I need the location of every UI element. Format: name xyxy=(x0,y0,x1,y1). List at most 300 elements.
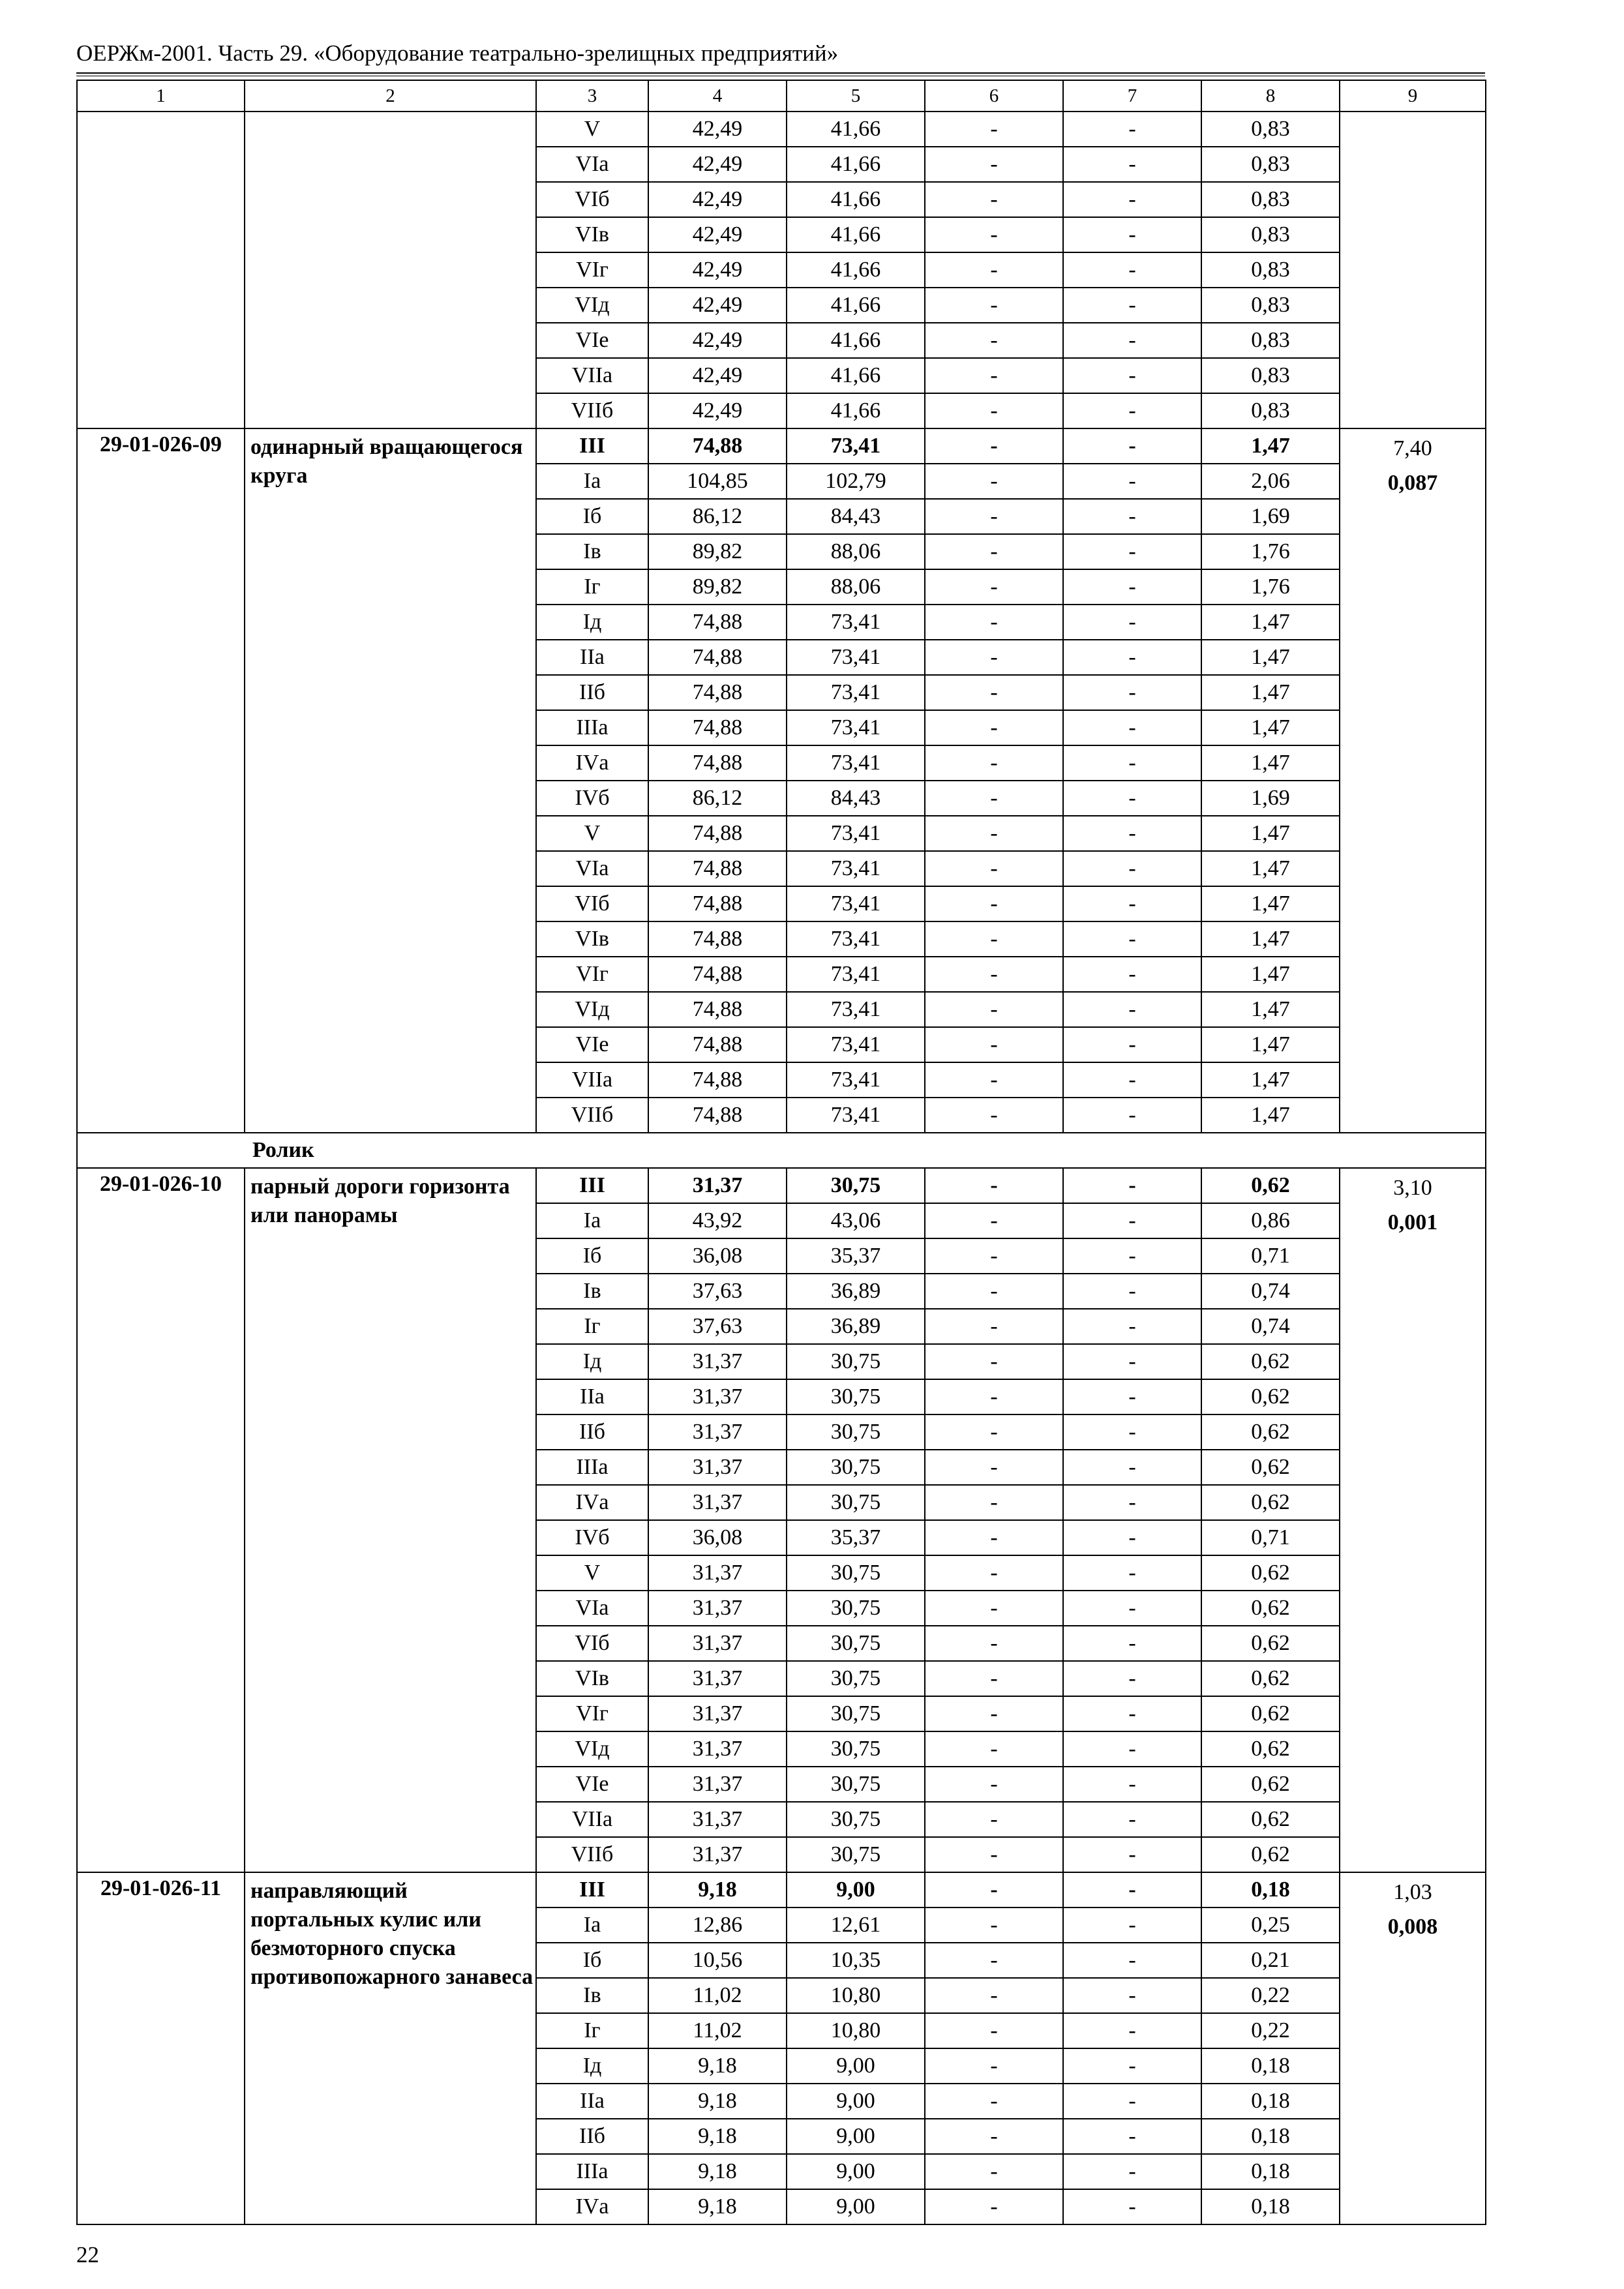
value-cell: 36,89 xyxy=(787,1309,925,1344)
value-cell: - xyxy=(1063,464,1201,499)
value-cell: - xyxy=(1063,1344,1201,1379)
zone-cell: Iг xyxy=(536,2013,648,2048)
value-cell: 73,41 xyxy=(787,428,925,464)
value-cell: 0,18 xyxy=(1201,2189,1340,2224)
value-cell: - xyxy=(1063,992,1201,1027)
value-cell: 37,63 xyxy=(648,1274,787,1309)
value-cell: 30,75 xyxy=(787,1626,925,1661)
value-cell: - xyxy=(925,1802,1063,1837)
value-cell: 73,41 xyxy=(787,1062,925,1098)
value-cell: - xyxy=(1063,358,1201,393)
zone-cell: Iг xyxy=(536,1309,648,1344)
value-cell: - xyxy=(925,2013,1063,2048)
value-cell: - xyxy=(1063,2013,1201,2048)
value-cell: 0,83 xyxy=(1201,217,1340,252)
value-cell: - xyxy=(925,1238,1063,1274)
zone-cell: VIб xyxy=(536,886,648,921)
zone-cell: VIв xyxy=(536,921,648,957)
value-cell: 0,62 xyxy=(1201,1591,1340,1626)
value-cell: - xyxy=(925,2048,1063,2084)
value-cell: - xyxy=(925,1450,1063,1485)
value-cell: - xyxy=(925,2154,1063,2189)
value-cell: 42,49 xyxy=(648,393,787,428)
value-cell: 30,75 xyxy=(787,1731,925,1767)
value-cell: - xyxy=(1063,1168,1201,1203)
column-number: 2 xyxy=(245,80,536,112)
value-cell: 31,37 xyxy=(648,1168,787,1203)
page-number: 22 xyxy=(76,2242,99,2267)
section-title: Ролик xyxy=(252,1138,314,1162)
value-cell: 31,37 xyxy=(648,1591,787,1626)
value-cell: - xyxy=(925,1696,1063,1731)
value-cell: 73,41 xyxy=(787,816,925,851)
value-cell: 0,83 xyxy=(1201,182,1340,217)
value-cell: 73,41 xyxy=(787,1098,925,1133)
value-cell: 0,86 xyxy=(1201,1203,1340,1238)
value-cell: - xyxy=(925,1872,1063,1908)
value-cell: 41,66 xyxy=(787,217,925,252)
column-number: 8 xyxy=(1201,80,1340,112)
value-cell: - xyxy=(1063,1062,1201,1098)
value-cell: 1,47 xyxy=(1201,745,1340,781)
column-number: 5 xyxy=(787,80,925,112)
value-cell: 73,41 xyxy=(787,710,925,745)
value-cell: 0,62 xyxy=(1201,1837,1340,1872)
value-cell: - xyxy=(925,1661,1063,1696)
value-cell: 1,47 xyxy=(1201,605,1340,640)
value-cell: - xyxy=(1063,1274,1201,1309)
value-cell: - xyxy=(1063,781,1201,816)
value-cell: 11,02 xyxy=(648,1978,787,2013)
value-cell: 11,02 xyxy=(648,2013,787,2048)
value-cell: - xyxy=(925,816,1063,851)
value-cell: 30,75 xyxy=(787,1837,925,1872)
value-cell: 74,88 xyxy=(648,816,787,851)
value-cell: - xyxy=(925,569,1063,605)
zone-cell: VIIа xyxy=(536,358,648,393)
item-description: одинарный вращающегося круга xyxy=(245,428,536,1133)
value-cell: 36,89 xyxy=(787,1274,925,1309)
zone-cell: IVа xyxy=(536,1485,648,1520)
description-cell xyxy=(245,112,536,428)
value-cell: 0,74 xyxy=(1201,1309,1340,1344)
value-cell: 73,41 xyxy=(787,957,925,992)
value-cell: 42,49 xyxy=(648,323,787,358)
value-cell: 31,37 xyxy=(648,1450,787,1485)
value-cell: - xyxy=(1063,112,1201,147)
value-cell: - xyxy=(1063,323,1201,358)
value-cell: - xyxy=(925,1626,1063,1661)
value-cell: - xyxy=(925,1027,1063,1062)
zone-cell: IIа xyxy=(536,1379,648,1414)
value-cell: 30,75 xyxy=(787,1485,925,1520)
value-cell: 102,79 xyxy=(787,464,925,499)
zone-cell: VIг xyxy=(536,252,648,288)
value-cell: - xyxy=(925,1344,1063,1379)
value-cell: 41,66 xyxy=(787,323,925,358)
value-cell: 0,25 xyxy=(1201,1908,1340,1943)
value-cell: 0,62 xyxy=(1201,1555,1340,1591)
value-cell: - xyxy=(1063,957,1201,992)
value-cell: - xyxy=(1063,1027,1201,1062)
value-cell: - xyxy=(925,957,1063,992)
zone-cell: IVб xyxy=(536,781,648,816)
value-cell: - xyxy=(1063,1943,1201,1978)
value-cell: - xyxy=(925,2119,1063,2154)
value-cell: - xyxy=(1063,1238,1201,1274)
value-cell: 0,18 xyxy=(1201,2119,1340,2154)
value-cell: - xyxy=(925,605,1063,640)
value-cell: - xyxy=(1063,1309,1201,1344)
zone-cell: Iа xyxy=(536,1908,648,1943)
value-cell: 84,43 xyxy=(787,499,925,534)
value-cell: 0,83 xyxy=(1201,288,1340,323)
value-cell: 31,37 xyxy=(648,1379,787,1414)
value-cell: - xyxy=(1063,921,1201,957)
zone-cell: V xyxy=(536,112,648,147)
value-cell: 1,47 xyxy=(1201,851,1340,886)
value-cell: - xyxy=(925,112,1063,147)
value-cell: 74,88 xyxy=(648,957,787,992)
value-cell: - xyxy=(1063,1626,1201,1661)
value-cell: - xyxy=(925,1731,1063,1767)
value-cell: - xyxy=(1063,1555,1201,1591)
value-cell: 30,75 xyxy=(787,1414,925,1450)
value-cell: - xyxy=(925,1978,1063,2013)
value-cell: 31,37 xyxy=(648,1837,787,1872)
value-cell: - xyxy=(925,534,1063,569)
value-cell: 89,82 xyxy=(648,569,787,605)
column-number: 1 xyxy=(77,80,245,112)
value-cell: 84,43 xyxy=(787,781,925,816)
value-cell: - xyxy=(925,428,1063,464)
zone-cell: Iа xyxy=(536,464,648,499)
value-cell: - xyxy=(925,1908,1063,1943)
value-cell: 10,56 xyxy=(648,1943,787,1978)
zone-cell: Iв xyxy=(536,534,648,569)
zone-cell: VIг xyxy=(536,1696,648,1731)
value-cell: 88,06 xyxy=(787,534,925,569)
value-cell: 9,18 xyxy=(648,2189,787,2224)
value-cell: - xyxy=(925,992,1063,1027)
value-cell: 35,37 xyxy=(787,1238,925,1274)
value-cell: 9,00 xyxy=(787,2084,925,2119)
value-cell: - xyxy=(1063,710,1201,745)
value-cell: 0,21 xyxy=(1201,1943,1340,1978)
value-cell: 0,22 xyxy=(1201,1978,1340,2013)
col9-cell xyxy=(1340,428,1486,1133)
value-cell: - xyxy=(1063,499,1201,534)
zone-cell: IIIа xyxy=(536,1450,648,1485)
value-cell: - xyxy=(1063,851,1201,886)
value-cell: 9,18 xyxy=(648,2084,787,2119)
value-cell: 10,80 xyxy=(787,2013,925,2048)
value-cell: 36,08 xyxy=(648,1520,787,1555)
value-cell: - xyxy=(1063,1485,1201,1520)
value-cell: 0,62 xyxy=(1201,1414,1340,1450)
value-cell: 73,41 xyxy=(787,851,925,886)
value-cell: 74,88 xyxy=(648,851,787,886)
value-cell: - xyxy=(925,781,1063,816)
zone-cell: IIа xyxy=(536,640,648,675)
item-description: направляющий портальных кулис или безмоторного спуска противопожарного занавеса xyxy=(245,1872,536,2224)
value-cell: 74,88 xyxy=(648,886,787,921)
value-cell: - xyxy=(925,1203,1063,1238)
col9-cell xyxy=(1340,1872,1486,2224)
value-cell: 30,75 xyxy=(787,1555,925,1591)
zone-cell: VIе xyxy=(536,1767,648,1802)
value-cell: 30,75 xyxy=(787,1802,925,1837)
value-cell: 1,47 xyxy=(1201,675,1340,710)
value-cell: 42,49 xyxy=(648,358,787,393)
value-cell: 0,83 xyxy=(1201,323,1340,358)
value-cell: 1,47 xyxy=(1201,640,1340,675)
col9-value: 1,03 xyxy=(1393,1880,1432,1904)
value-cell: 0,62 xyxy=(1201,1802,1340,1837)
zone-cell: III xyxy=(536,1872,648,1908)
zone-cell: V xyxy=(536,1555,648,1591)
value-cell: 86,12 xyxy=(648,499,787,534)
value-cell: 1,69 xyxy=(1201,499,1340,534)
zone-cell: IVб xyxy=(536,1520,648,1555)
value-cell: 35,37 xyxy=(787,1520,925,1555)
value-cell: 41,66 xyxy=(787,393,925,428)
value-cell: 73,41 xyxy=(787,675,925,710)
value-cell: 0,62 xyxy=(1201,1626,1340,1661)
value-cell: - xyxy=(925,2189,1063,2224)
value-cell: - xyxy=(925,358,1063,393)
value-cell: 41,66 xyxy=(787,112,925,147)
value-cell: 41,66 xyxy=(787,252,925,288)
zone-cell: III xyxy=(536,1168,648,1203)
value-cell: 0,83 xyxy=(1201,252,1340,288)
zone-cell: VIе xyxy=(536,323,648,358)
value-cell: - xyxy=(1063,428,1201,464)
value-cell: 0,62 xyxy=(1201,1767,1340,1802)
value-cell: - xyxy=(925,1309,1063,1344)
value-cell: 0,71 xyxy=(1201,1520,1340,1555)
value-cell: 1,47 xyxy=(1201,710,1340,745)
zone-cell: VIб xyxy=(536,1626,648,1661)
value-cell: - xyxy=(1063,1978,1201,2013)
value-cell: - xyxy=(925,1767,1063,1802)
zone-cell: VIв xyxy=(536,217,648,252)
value-cell: 0,74 xyxy=(1201,1274,1340,1309)
table-body xyxy=(77,80,1486,2224)
header-rule xyxy=(76,72,1485,76)
value-cell: - xyxy=(1063,252,1201,288)
value-cell: 0,18 xyxy=(1201,1872,1340,1908)
value-cell: 0,62 xyxy=(1201,1485,1340,1520)
zone-cell: VIв xyxy=(536,1661,648,1696)
value-cell: - xyxy=(1063,886,1201,921)
value-cell: 74,88 xyxy=(648,1098,787,1133)
zone-cell: VIа xyxy=(536,147,648,182)
value-cell: - xyxy=(1063,1802,1201,1837)
value-cell: 1,47 xyxy=(1201,886,1340,921)
zone-cell: IIа xyxy=(536,2084,648,2119)
value-cell: 31,37 xyxy=(648,1485,787,1520)
zone-cell: IIб xyxy=(536,2119,648,2154)
zone-cell: VIIб xyxy=(536,1837,648,1872)
value-cell: - xyxy=(925,1098,1063,1133)
value-cell: 9,00 xyxy=(787,2048,925,2084)
value-cell: - xyxy=(925,886,1063,921)
value-cell: - xyxy=(1063,1450,1201,1485)
value-cell: - xyxy=(1063,147,1201,182)
value-cell: - xyxy=(1063,2084,1201,2119)
value-cell: 1,47 xyxy=(1201,992,1340,1027)
value-cell: - xyxy=(1063,1872,1201,1908)
zone-cell: Iд xyxy=(536,1344,648,1379)
value-cell: 9,18 xyxy=(648,2048,787,2084)
zone-cell: VIд xyxy=(536,288,648,323)
value-cell: 41,66 xyxy=(787,147,925,182)
value-cell: - xyxy=(1063,1767,1201,1802)
column-number: 7 xyxy=(1063,80,1201,112)
column-number-row xyxy=(77,80,1486,112)
value-cell: 1,47 xyxy=(1201,816,1340,851)
value-cell: 43,92 xyxy=(648,1203,787,1238)
value-cell: 74,88 xyxy=(648,675,787,710)
column-number: 4 xyxy=(648,80,787,112)
value-cell: 0,18 xyxy=(1201,2154,1340,2189)
value-cell: - xyxy=(1063,569,1201,605)
zone-cell: VIIб xyxy=(536,393,648,428)
value-cell: 0,62 xyxy=(1201,1168,1340,1203)
value-cell: - xyxy=(925,1379,1063,1414)
value-cell: 31,37 xyxy=(648,1344,787,1379)
value-cell: 73,41 xyxy=(787,605,925,640)
zone-cell: V xyxy=(536,816,648,851)
value-cell: 42,49 xyxy=(648,252,787,288)
value-cell: 0,83 xyxy=(1201,147,1340,182)
value-cell: - xyxy=(1063,1098,1201,1133)
value-cell: - xyxy=(925,288,1063,323)
value-cell: 31,37 xyxy=(648,1802,787,1837)
zone-cell: VIб xyxy=(536,182,648,217)
value-cell: - xyxy=(1063,1661,1201,1696)
value-cell: 0,22 xyxy=(1201,2013,1340,2048)
value-cell: 73,41 xyxy=(787,886,925,921)
value-cell: 74,88 xyxy=(648,992,787,1027)
zone-cell: VIе xyxy=(536,1027,648,1062)
zone-cell: Iб xyxy=(536,499,648,534)
value-cell: 104,85 xyxy=(648,464,787,499)
value-cell: - xyxy=(1063,1203,1201,1238)
value-cell: 30,75 xyxy=(787,1661,925,1696)
item-code: 29-01-026-09 xyxy=(77,428,245,1133)
zone-cell: VIIа xyxy=(536,1802,648,1837)
value-cell: - xyxy=(1063,605,1201,640)
value-cell: 30,75 xyxy=(787,1767,925,1802)
value-cell: - xyxy=(925,745,1063,781)
value-cell: - xyxy=(925,1943,1063,1978)
value-cell: 0,71 xyxy=(1201,1238,1340,1274)
value-cell: 30,75 xyxy=(787,1591,925,1626)
value-cell: - xyxy=(1063,393,1201,428)
value-cell: 0,83 xyxy=(1201,112,1340,147)
zone-cell: Iг xyxy=(536,569,648,605)
value-cell: - xyxy=(1063,2154,1201,2189)
value-cell: - xyxy=(1063,745,1201,781)
code-cell xyxy=(77,112,245,428)
value-cell: - xyxy=(1063,2189,1201,2224)
value-cell: 73,41 xyxy=(787,745,925,781)
value-cell: 1,47 xyxy=(1201,428,1340,464)
value-cell: 1,47 xyxy=(1201,957,1340,992)
value-cell: 30,75 xyxy=(787,1379,925,1414)
value-cell: - xyxy=(925,1555,1063,1591)
value-cell: 9,00 xyxy=(787,2119,925,2154)
value-cell: 42,49 xyxy=(648,288,787,323)
value-cell: 41,66 xyxy=(787,358,925,393)
zone-cell: IVа xyxy=(536,2189,648,2224)
value-cell: 0,62 xyxy=(1201,1696,1340,1731)
value-cell: 0,62 xyxy=(1201,1450,1340,1485)
value-cell: - xyxy=(925,393,1063,428)
zone-cell: Iб xyxy=(536,1943,648,1978)
value-cell: 0,62 xyxy=(1201,1379,1340,1414)
value-cell: - xyxy=(1063,1731,1201,1767)
column-number: 6 xyxy=(925,80,1063,112)
value-cell: 74,88 xyxy=(648,1062,787,1098)
section-title-cell xyxy=(77,1133,1486,1168)
value-cell: - xyxy=(925,1274,1063,1309)
value-cell: - xyxy=(925,640,1063,675)
zone-cell: VIIа xyxy=(536,1062,648,1098)
value-cell: - xyxy=(1063,182,1201,217)
value-cell: 74,88 xyxy=(648,1027,787,1062)
value-cell: 89,82 xyxy=(648,534,787,569)
value-cell: - xyxy=(925,464,1063,499)
value-cell: 1,47 xyxy=(1201,1062,1340,1098)
value-cell: - xyxy=(1063,1414,1201,1450)
value-cell: 1,76 xyxy=(1201,534,1340,569)
value-cell: 30,75 xyxy=(787,1450,925,1485)
value-cell: 30,75 xyxy=(787,1168,925,1203)
zone-cell: Iд xyxy=(536,2048,648,2084)
value-cell: 0,62 xyxy=(1201,1344,1340,1379)
value-cell: - xyxy=(1063,1696,1201,1731)
value-cell: - xyxy=(925,499,1063,534)
value-cell: 9,18 xyxy=(648,2154,787,2189)
value-cell: - xyxy=(925,675,1063,710)
item-description: парный дороги горизонта или панорамы xyxy=(245,1168,536,1872)
value-cell: - xyxy=(1063,217,1201,252)
value-cell: - xyxy=(925,147,1063,182)
table-row xyxy=(77,112,1486,147)
value-cell: - xyxy=(1063,2048,1201,2084)
value-cell: 1,47 xyxy=(1201,1027,1340,1062)
value-cell: 43,06 xyxy=(787,1203,925,1238)
table-row xyxy=(77,1168,1486,1203)
value-cell: 9,00 xyxy=(787,1872,925,1908)
value-cell: 74,88 xyxy=(648,745,787,781)
value-cell: 30,75 xyxy=(787,1696,925,1731)
value-cell: 0,62 xyxy=(1201,1661,1340,1696)
col9-value: 7,40 xyxy=(1393,436,1432,460)
value-cell: 31,37 xyxy=(648,1696,787,1731)
value-cell: - xyxy=(925,1591,1063,1626)
value-cell: - xyxy=(1063,1837,1201,1872)
value-cell: - xyxy=(1063,288,1201,323)
value-cell: 41,66 xyxy=(787,182,925,217)
value-cell: 0,83 xyxy=(1201,358,1340,393)
value-cell: 1,69 xyxy=(1201,781,1340,816)
value-cell: 0,62 xyxy=(1201,1731,1340,1767)
zone-cell: IIIа xyxy=(536,710,648,745)
